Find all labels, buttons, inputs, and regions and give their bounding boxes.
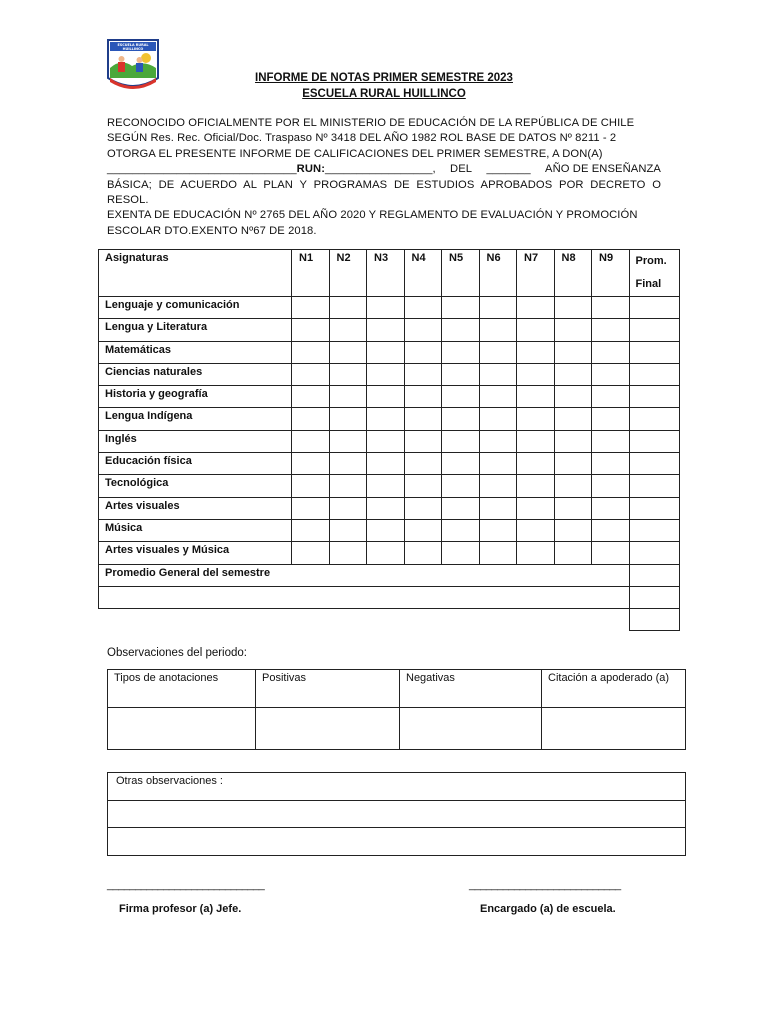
grade-cell[interactable]	[479, 542, 517, 564]
grade-cell[interactable]	[442, 297, 480, 319]
subject-name: Matemáticas	[99, 341, 292, 363]
grade-cell[interactable]	[479, 519, 517, 541]
grade-cell[interactable]	[554, 386, 592, 408]
grade-cell[interactable]	[554, 475, 592, 497]
grade-cell[interactable]	[367, 341, 405, 363]
subject-row	[99, 341, 680, 363]
positive-cell[interactable]	[256, 708, 400, 750]
grade-header-n7: N7	[517, 250, 555, 297]
final-average-cell[interactable]	[629, 319, 679, 341]
grade-cell[interactable]	[554, 430, 592, 452]
grade-header-n3: N3	[367, 250, 405, 297]
grade-cell[interactable]	[292, 319, 330, 341]
intro-line-5: BÁSICA; DE ACUERDO AL PLAN Y PROGRAMAS DE ESTUDIOS APROBADOS POR DECRETO O RESOL.	[107, 178, 661, 207]
subject-name: Ciencias naturales	[99, 363, 292, 385]
subject-row	[99, 430, 680, 452]
grade-cell[interactable]	[329, 341, 367, 363]
grade-cell[interactable]	[404, 319, 442, 341]
final-average-cell[interactable]	[629, 430, 679, 452]
grade-cell[interactable]	[442, 542, 480, 564]
grade-cell[interactable]	[517, 497, 555, 519]
final-average-cell[interactable]	[629, 453, 679, 475]
observations-label: Observaciones del periodo:	[107, 647, 247, 659]
blank-row	[99, 586, 680, 608]
annotations-header-row	[108, 670, 686, 708]
empty-space	[99, 609, 630, 631]
subject-row	[99, 475, 680, 497]
grade-cell[interactable]	[404, 453, 442, 475]
subject-name: Música	[99, 519, 292, 541]
grade-cell[interactable]	[404, 430, 442, 452]
intro-line-1: RECONOCIDO OFICIALMENTE POR EL MINISTERIO DE EDUCACIÓN DE LA REPÚBLICA DE CHILE	[107, 117, 635, 129]
grade-header-n6: N6	[479, 250, 517, 297]
grade-cell[interactable]	[554, 519, 592, 541]
grade-cell[interactable]	[404, 408, 442, 430]
grade-cell[interactable]	[329, 519, 367, 541]
final-average-header-line1: Prom.	[635, 255, 667, 267]
grade-cell[interactable]	[367, 297, 405, 319]
grade-cell[interactable]	[592, 408, 630, 430]
school-crest-icon	[106, 38, 160, 94]
final-average-cell[interactable]	[629, 297, 679, 319]
grade-cell[interactable]	[292, 519, 330, 541]
subject-row	[99, 408, 680, 430]
del-label: DEL	[450, 163, 473, 176]
grade-cell[interactable]	[404, 386, 442, 408]
other-observations-table	[107, 772, 686, 856]
other-observations-line-3[interactable]	[108, 828, 686, 856]
intro-paragraph	[107, 116, 661, 239]
grade-cell[interactable]	[592, 386, 630, 408]
grade-cell[interactable]	[442, 386, 480, 408]
subject-row	[99, 319, 680, 341]
general-average-cell[interactable]	[629, 564, 679, 586]
grade-cell[interactable]	[479, 475, 517, 497]
grade-cell[interactable]	[292, 453, 330, 475]
negative-header: Negativas	[400, 670, 542, 708]
grade-cell[interactable]	[592, 319, 630, 341]
school-logo	[106, 38, 160, 94]
grade-cell[interactable]	[292, 542, 330, 564]
grade-cell[interactable]	[404, 475, 442, 497]
grade-level-text: AÑO DE ENSEÑANZA	[545, 163, 661, 176]
grade-cell[interactable]	[554, 363, 592, 385]
subject-name: Lengua Indígena	[99, 408, 292, 430]
general-average-label: Promedio General del semestre	[99, 564, 630, 586]
annotations-table	[107, 669, 686, 750]
grade-cell[interactable]	[554, 319, 592, 341]
subject-name: Historia y geografía	[99, 386, 292, 408]
grade-cell[interactable]	[404, 341, 442, 363]
grade-cell[interactable]	[517, 341, 555, 363]
grade-cell[interactable]	[329, 363, 367, 385]
grade-cell[interactable]	[329, 453, 367, 475]
guardian-summons-cell[interactable]	[542, 708, 686, 750]
grade-cell[interactable]	[479, 319, 517, 341]
subject-row	[99, 297, 680, 319]
grade-cell[interactable]	[329, 430, 367, 452]
grade-cell[interactable]	[367, 408, 405, 430]
grade-cell[interactable]	[367, 497, 405, 519]
grade-cell[interactable]	[292, 386, 330, 408]
final-average-cell[interactable]	[629, 363, 679, 385]
name-blank: ______________________________	[107, 163, 297, 176]
grade-cell[interactable]	[554, 341, 592, 363]
teacher-signature-label: Firma profesor (a) Jefe.	[119, 903, 242, 915]
grade-cell[interactable]	[442, 319, 480, 341]
grade-header-n4: N4	[404, 250, 442, 297]
grade-cell[interactable]	[367, 430, 405, 452]
other-observations-row-2	[108, 800, 686, 828]
final-average-cell[interactable]	[629, 542, 679, 564]
grade-cell[interactable]	[517, 453, 555, 475]
subject-name: Inglés	[99, 430, 292, 452]
grade-cell[interactable]	[292, 408, 330, 430]
subject-row	[99, 497, 680, 519]
grade-header-n9: N9	[592, 250, 630, 297]
grade-cell[interactable]	[479, 453, 517, 475]
grade-cell[interactable]	[479, 297, 517, 319]
grade-cell[interactable]	[592, 475, 630, 497]
grade-cell[interactable]	[404, 519, 442, 541]
grade-cell[interactable]	[592, 519, 630, 541]
extra-final-row	[99, 609, 680, 631]
grade-cell[interactable]	[329, 542, 367, 564]
general-average-row	[99, 564, 680, 586]
teacher-signature-line: ____________________________	[107, 879, 265, 891]
grade-cell[interactable]	[404, 542, 442, 564]
final-average-header-line2: Final	[635, 278, 662, 290]
subjects-header: Asignaturas	[99, 250, 292, 297]
grades-header-row	[99, 250, 680, 297]
grade-cell[interactable]	[292, 297, 330, 319]
grade-cell[interactable]	[554, 453, 592, 475]
intro-line-2: SEGÚN Res. Rec. Oficial/Doc. Traspaso Nº 3418 DEL AÑO 1982 ROL BASE DE DATOS Nº 8211 - 2	[107, 132, 617, 145]
final-average-cell[interactable]	[629, 341, 679, 363]
grade-cell[interactable]	[442, 341, 480, 363]
subject-name: Educación física	[99, 453, 292, 475]
grade-cell[interactable]	[592, 542, 630, 564]
grade-cell[interactable]	[329, 386, 367, 408]
grade-cell[interactable]	[592, 453, 630, 475]
negative-cell[interactable]	[400, 708, 542, 750]
grade-cell[interactable]	[554, 297, 592, 319]
grade-cell[interactable]	[442, 453, 480, 475]
grade-cell[interactable]	[517, 475, 555, 497]
final-average-cell[interactable]	[629, 497, 679, 519]
subject-row	[99, 453, 680, 475]
subject-name: Tecnológica	[99, 475, 292, 497]
subject-name: Artes visuales y Música	[99, 542, 292, 564]
blank-final-cell[interactable]	[629, 586, 679, 608]
annotation-types-cell[interactable]	[108, 708, 256, 750]
intro-line-7: ESCOLAR DTO.EXENTO Nº67 DE 2018.	[107, 224, 317, 237]
annotations-row	[108, 708, 686, 750]
intro-line-6: EXENTA DE EDUCACIÓN Nº 2765 DEL AÑO 2020 Y REGLAMENTO DE EVALUACIÓN Y PROMOCIÓN	[107, 209, 638, 222]
grade-header-n5: N5	[442, 250, 480, 297]
grade-header-n8: N8	[554, 250, 592, 297]
subject-name: Lengua y Literatura	[99, 319, 292, 341]
final-average-cell[interactable]	[629, 519, 679, 541]
grade-cell[interactable]	[442, 408, 480, 430]
grade-cell[interactable]	[367, 453, 405, 475]
grades-table	[98, 249, 680, 631]
grade-cell[interactable]	[479, 430, 517, 452]
grade-cell[interactable]	[517, 297, 555, 319]
final-average-cell[interactable]	[629, 408, 679, 430]
year-blank: _______	[486, 163, 531, 176]
director-signature-line: ___________________________	[469, 879, 621, 891]
positive-header: Positivas	[256, 670, 400, 708]
grade-cell[interactable]	[517, 519, 555, 541]
other-observations-row-3	[108, 828, 686, 856]
grade-cell[interactable]	[479, 363, 517, 385]
director-signature-label: Encargado (a) de escuela.	[480, 903, 616, 915]
intro-line-4	[107, 162, 661, 177]
grade-cell[interactable]	[517, 363, 555, 385]
grade-cell[interactable]	[329, 319, 367, 341]
grade-cell[interactable]	[367, 475, 405, 497]
grade-cell[interactable]	[592, 430, 630, 452]
grade-cell[interactable]	[554, 408, 592, 430]
grade-cell[interactable]	[479, 497, 517, 519]
grade-cell[interactable]	[517, 319, 555, 341]
grade-header-n1: N1	[292, 250, 330, 297]
grade-header-n2: N2	[329, 250, 367, 297]
grade-cell[interactable]	[554, 542, 592, 564]
grade-cell[interactable]	[292, 430, 330, 452]
subject-name: Artes visuales	[99, 497, 292, 519]
grade-cell[interactable]	[404, 363, 442, 385]
grade-cell[interactable]	[517, 408, 555, 430]
grade-cell[interactable]	[292, 475, 330, 497]
final-average-header	[629, 250, 679, 297]
subject-name: Lenguaje y comunicación	[99, 297, 292, 319]
grade-cell[interactable]	[442, 363, 480, 385]
blank-cell[interactable]	[99, 586, 630, 608]
grade-cell[interactable]	[517, 542, 555, 564]
grade-cell[interactable]	[404, 297, 442, 319]
grade-cell[interactable]	[592, 497, 630, 519]
svg-text:HUILLINCO: HUILLINCO	[122, 47, 144, 51]
grade-cell[interactable]	[517, 386, 555, 408]
other-observations-row-1	[108, 773, 686, 801]
report-title: INFORME DE NOTAS PRIMER SEMESTRE 2023	[255, 72, 513, 84]
grade-cell[interactable]	[404, 497, 442, 519]
grade-cell[interactable]	[442, 497, 480, 519]
school-name-title: ESCUELA RURAL HUILLINCO	[302, 88, 466, 100]
other-observations-line-2[interactable]	[108, 800, 686, 828]
grade-cell[interactable]	[592, 363, 630, 385]
grade-cell[interactable]	[329, 497, 367, 519]
grade-cell[interactable]	[329, 475, 367, 497]
grade-cell[interactable]	[292, 341, 330, 363]
grade-cell[interactable]	[554, 497, 592, 519]
svg-text:ESCUELA RURAL: ESCUELA RURAL	[117, 43, 149, 47]
guardian-summons-header: Citación a apoderado (a)	[542, 670, 686, 708]
subject-row	[99, 542, 680, 564]
grade-cell[interactable]	[329, 297, 367, 319]
grade-cell[interactable]	[367, 519, 405, 541]
grade-cell[interactable]	[367, 386, 405, 408]
run-blank: _________________,	[325, 163, 436, 176]
final-average-cell[interactable]	[629, 475, 679, 497]
grade-cell[interactable]	[517, 430, 555, 452]
grade-cell[interactable]	[479, 408, 517, 430]
grade-cell[interactable]	[442, 519, 480, 541]
grade-cell[interactable]	[367, 319, 405, 341]
intro-line-3: OTORGA EL PRESENTE INFORME DE CALIFICACIONES DEL PRIMER SEMESTRE, A DON(A)	[107, 147, 603, 160]
grade-cell[interactable]	[367, 363, 405, 385]
grade-cell[interactable]	[592, 341, 630, 363]
grade-cell[interactable]	[479, 386, 517, 408]
subject-row	[99, 363, 680, 385]
grade-cell[interactable]	[292, 363, 330, 385]
grade-cell[interactable]	[479, 341, 517, 363]
annotation-types-header: Tipos de anotaciones	[108, 670, 256, 708]
grade-cell[interactable]	[292, 497, 330, 519]
run-label: RUN:	[296, 163, 326, 176]
extra-final-cell[interactable]	[629, 609, 679, 631]
final-average-cell[interactable]	[629, 386, 679, 408]
grade-cell[interactable]	[329, 408, 367, 430]
grade-cell[interactable]	[592, 297, 630, 319]
other-observations-label[interactable]: Otras observaciones :	[108, 773, 686, 801]
grade-cell[interactable]	[367, 542, 405, 564]
subject-row	[99, 519, 680, 541]
grade-cell[interactable]	[442, 430, 480, 452]
subject-row	[99, 386, 680, 408]
subject-rows	[99, 297, 680, 565]
grade-cell[interactable]	[442, 475, 480, 497]
